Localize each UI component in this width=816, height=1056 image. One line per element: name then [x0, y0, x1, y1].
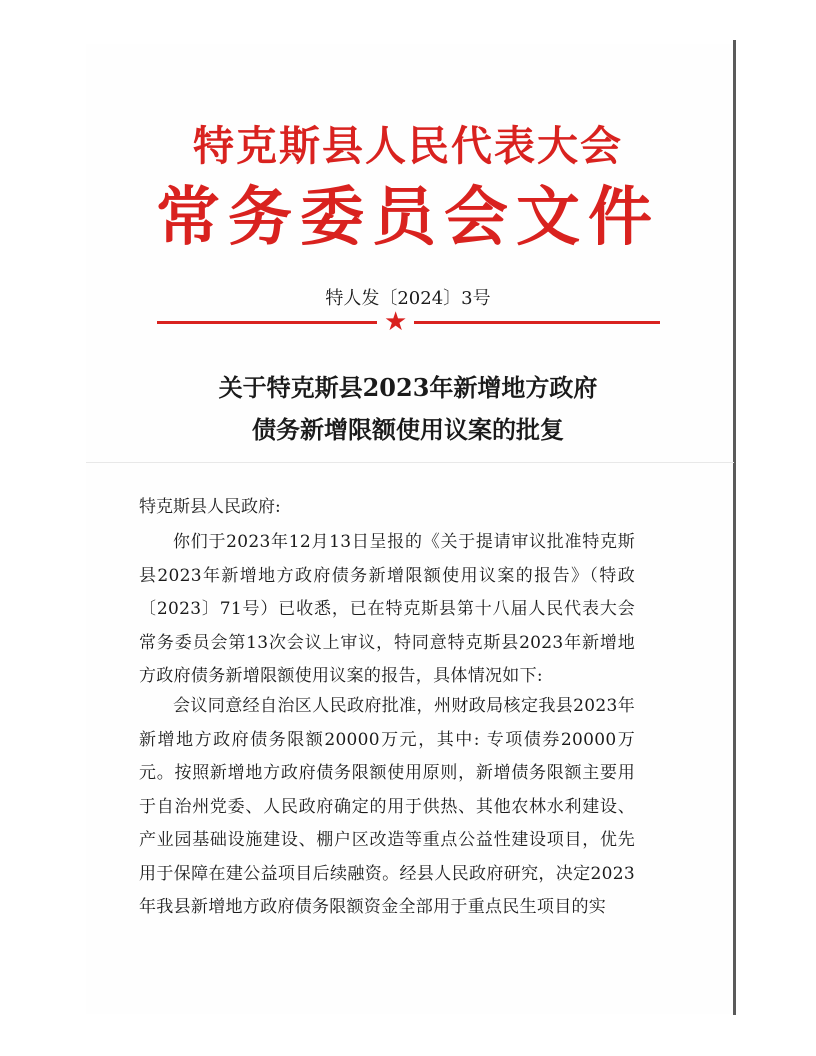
issuer-name: 特克斯县人民代表大会 — [193, 122, 623, 170]
red-separator-right — [414, 321, 660, 324]
star-icon: ★ — [384, 307, 408, 337]
salutation: 特克斯县人民政府: — [139, 497, 281, 517]
document-title-line-2: 债务新增限额使用议案的批复 — [252, 415, 564, 444]
document-title-line-1: 关于特克斯县2023年新增地方政府 — [218, 373, 598, 402]
paper-fold-line — [86, 462, 734, 463]
document-number: 特人发〔2024〕3号 — [325, 288, 491, 309]
body-paragraph-2: 会议同意经自治区人民政府批准，州财政局核定我县2023年新增地方政府债务限额20000万元，其中: 专项债券20000万元。按照新增地方政府债务限额使用原则，新增债务限额主要用于自治州党委、人民政府确定的用于供热、其他农林水利建设、产业园基础设施建设、棚户区改造等重点公益性建设项目，优先用于保障在建公益项目后续融资。经县人民政府研究，决定2023年我县新增地方政府债务限额资金全部用于重点民生项目的实 — [139, 696, 635, 917]
red-separator-left — [157, 321, 377, 324]
body-paragraph-1: 你们于2023年12月13日呈报的《关于提请审议批准特克斯县2023年新增地方政府债务新增限额使用议案的报告》（特政〔2023〕71号）已收悉，已在特克斯县第十八届人民代表大会常务委员会第13次会议上审议，特同意特克斯县2023年新增地方政府债务新增限额使用议案的报告，具体情况如下: — [139, 532, 635, 686]
document-type-heading: 常务委员会文件 — [156, 180, 660, 255]
